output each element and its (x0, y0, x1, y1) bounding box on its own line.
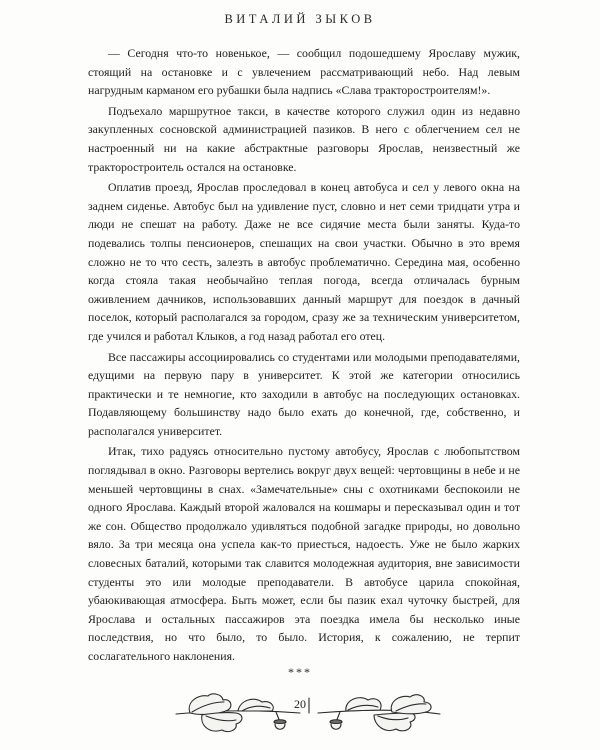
paragraph-1: — Сегодня что-то новенькое, — сообщил подошедшему Ярославу мужик, стоящий на остановке и с увлечением рассматривающий небо. Над левым нагрудным карманом его рубашки была надпись «Слава тракторостроителям!». (88, 46, 520, 98)
paragraph-5: Итак, тихо радуясь относительно пустому автобусу, Ярослав с любопытством поглядывал в окно. Разговоры вертелись вокруг двух вещей: чертовщины в небе и не меньшей чертовщины в снах. «Замечательные» сны с охотниками беспокоили не одного Ярослава. Каждый второй жаловался на кошмары и пересказывал один и тот же сон. Общество продолжало удивляться подобной загадке природы, но довольно вяло. За три месяца она успела как-то приесться, надоесть. Уже не было жарких словесных баталий, которыми так славится молодежная аудитория, вне зависимости студенты это или молодые преподаватели. В автобусе царила спокойная, убаюкивающая атмосфера. Быть может, если бы пазик ехал чуточку быстрей, для Ярослава и остальных пассажиров эта поездка имела бы несколько иные последствия, но что было, то было. История, к сожалению, не терпит сослагательного наклонения. (88, 444, 520, 663)
body-text (88, 44, 520, 666)
oak-branch-acorn-icon (168, 684, 448, 746)
paragraph-2: Подъехало маршрутное такси, в качестве которого служил один из недавно закупленных сосновской администрацией пазиков. В него с облегчением сел не настроенный ни на какие абстрактные разговоры Ярослав, неизвестный же тракторостроитель остался на остановке. (88, 103, 520, 174)
scene-break: *** (288, 665, 312, 679)
page-number: 20 (294, 697, 306, 711)
running-head-author: ВИТАЛИЙ ЗЫКОВ (224, 12, 376, 26)
paragraph-3: Оплатив проезд, Ярослав проследовал в конец автобуса и сел у левого окна на заднем сиденье. Автобус был на удивление пуст, словно и нет семи тридцати утра и люди не спешат на работу. Даже не все сидячие места были заняты. Куда-то подевались толпы пенсионеров, спешащих на свои участки. Обычно в это время сложно не то что сесть, залезть в автобус проблематично. Середина мая, особенно когда стояла такая необычайно теплая погода, всегда отличалась бурным оживлением дачников, использовавших данный маршрут для поездок в дачный поселок, который располагался за городом, сразу же за техническим университетом, где учился и работал Клыков, а год назад работал его отец. (88, 180, 520, 343)
paragraph-4: Все пассажиры ассоциировались со студентами или молодыми преподавателями, едущими на первую пару в университет. К этой же категории относились практически и те немногие, кто заходили в автобус на последующих остановках. Подавляющему большинству надо было ехать до конечной, где, собственно, и располагался университет. (88, 349, 520, 438)
